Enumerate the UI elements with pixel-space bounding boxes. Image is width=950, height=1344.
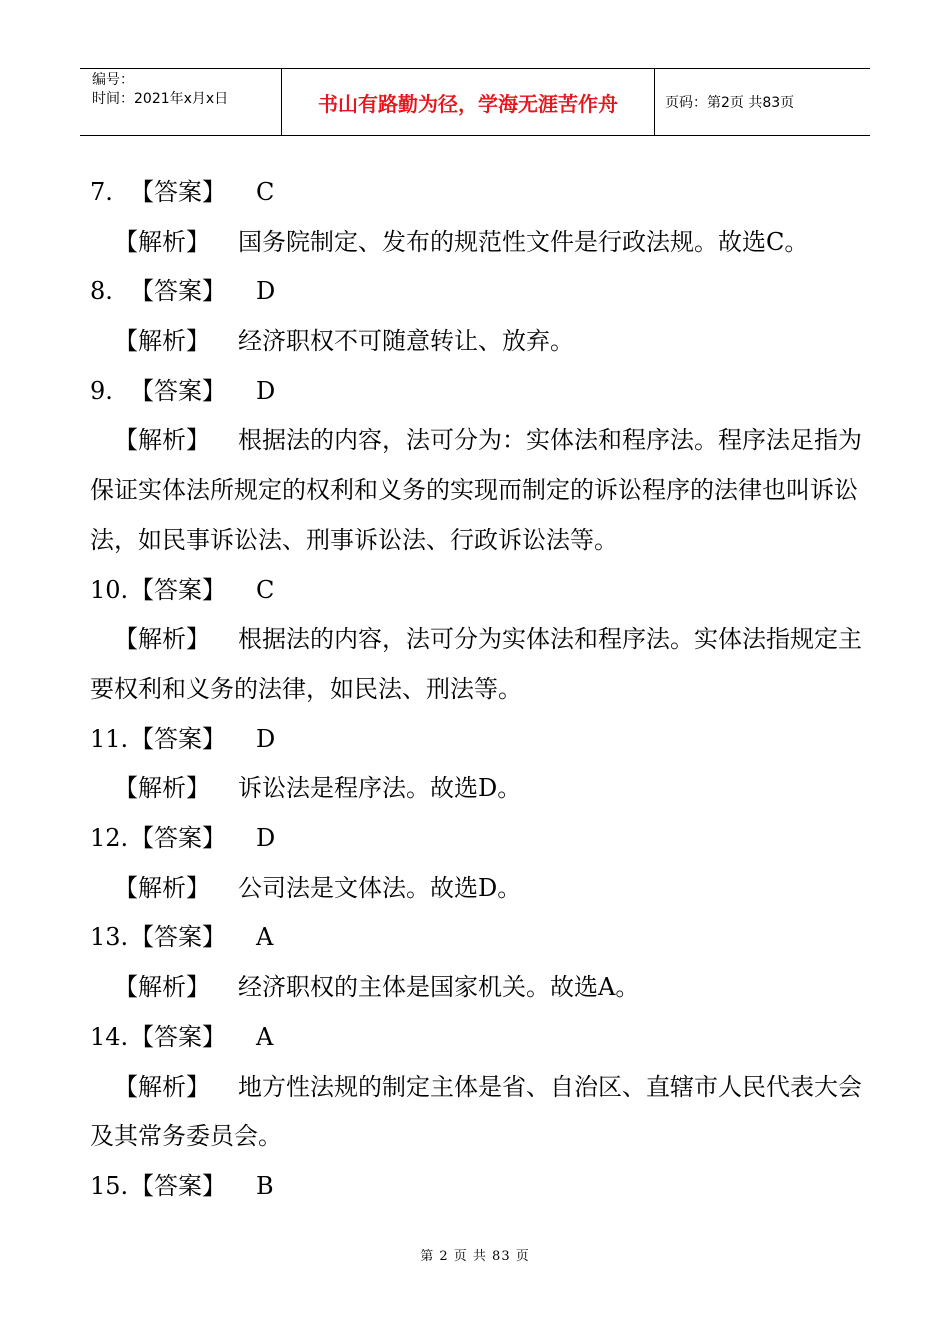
question-number: 10. (90, 575, 129, 604)
explanation-tag: 【解析】 (114, 227, 210, 256)
answer-line (90, 1162, 862, 1212)
explanation-text: 诉讼法是程序法。故选D。 (238, 774, 522, 803)
answer-value: A (256, 923, 274, 952)
explanation-line (90, 416, 862, 565)
answer-value: B (256, 1171, 274, 1200)
explanation-text: 根据法的内容，法可分为实体法和程序法。实体法指规定主要权利和义务的法律，如民法、刑法等。 (90, 625, 862, 703)
answer-tag: 【答案】 (130, 178, 226, 206)
explanation-tag: 【解析】 (114, 625, 210, 654)
question-number: 11. (90, 724, 129, 753)
question-number: 9. (90, 376, 113, 405)
question-number: 15. (90, 1171, 129, 1200)
answer-tag: 【答案】 (130, 824, 226, 853)
answer-tag: 【答案】 (130, 575, 226, 604)
question-number: 8. (90, 277, 113, 306)
question-number: 13. (90, 923, 129, 952)
answer-tag: 【答案】 (130, 277, 226, 306)
explanation-text: 经济职权不可随意转让、放弃。 (238, 327, 574, 356)
explanation-text: 经济职权的主体是国家机关。故选A。 (238, 973, 640, 1002)
explanation-text: 地方性法规的制定主体是省、自治区、直辖市人民代表大会及其常务委员会。 (90, 1072, 862, 1151)
answer-tag: 【答案】 (130, 724, 226, 753)
answer-value: A (256, 1022, 274, 1051)
answer-value: D (256, 376, 276, 405)
answer-line (90, 367, 862, 417)
answer-tag: 【答案】 (130, 923, 226, 952)
page-footer: 第 2 页 共 83 页 (420, 1249, 530, 1264)
explanation-line (90, 864, 862, 914)
answer-line (90, 267, 862, 317)
answer-tag: 【答案】 (130, 1022, 226, 1051)
page-header (80, 68, 870, 136)
explanation-text: 国务院制定、发布的规范性文件是行政法规。故选C。 (238, 227, 809, 256)
explanation-tag: 【解析】 (114, 327, 210, 356)
header-motto: 书山有路勤为径，学海无涯苦作舟 (282, 69, 655, 135)
question-number: 12. (90, 824, 129, 853)
answer-value: D (256, 824, 276, 853)
explanation-tag: 【解析】 (114, 774, 210, 803)
explanation-line (90, 218, 862, 268)
explanation-tag: 【解析】 (114, 1072, 210, 1101)
answer-line (90, 168, 862, 218)
question-number: 14. (90, 1022, 129, 1051)
answer-value: D (256, 724, 276, 753)
doc-time-label: 时间：2021年x月x日 (92, 91, 229, 107)
explanation-text: 公司法是文体法。故选D。 (238, 873, 522, 902)
answer-line (90, 715, 862, 765)
header-page-info: 页码：第2页 共83页 (665, 95, 795, 111)
answer-value: D (256, 277, 276, 306)
answer-list (90, 168, 862, 1212)
explanation-line (90, 317, 862, 367)
answer-line (90, 1013, 862, 1063)
answer-line (90, 814, 862, 864)
answer-value: C (256, 178, 275, 206)
explanation-line (90, 1063, 862, 1162)
explanation-tag: 【解析】 (114, 973, 210, 1002)
explanation-text: 根据法的内容，法可分为：实体法和程序法。程序法足指为保证实体法所规定的权利和义务的实现而制定的诉讼程序的法律也叫诉讼法，如民事诉讼法、刑事诉讼法、行政诉讼法等。 (90, 426, 862, 554)
answer-line (90, 913, 862, 963)
explanation-line (90, 615, 862, 714)
answer-line (90, 566, 862, 616)
question-number: 7. (90, 178, 113, 206)
explanation-line (90, 764, 862, 814)
explanation-line (90, 963, 862, 1013)
doc-number-label: 编号： (92, 72, 134, 88)
answer-value: C (256, 575, 275, 604)
answer-tag: 【答案】 (130, 1171, 226, 1200)
header-meta (80, 69, 282, 135)
explanation-tag: 【解析】 (114, 873, 210, 902)
explanation-tag: 【解析】 (114, 426, 210, 455)
answer-tag: 【答案】 (130, 376, 226, 405)
